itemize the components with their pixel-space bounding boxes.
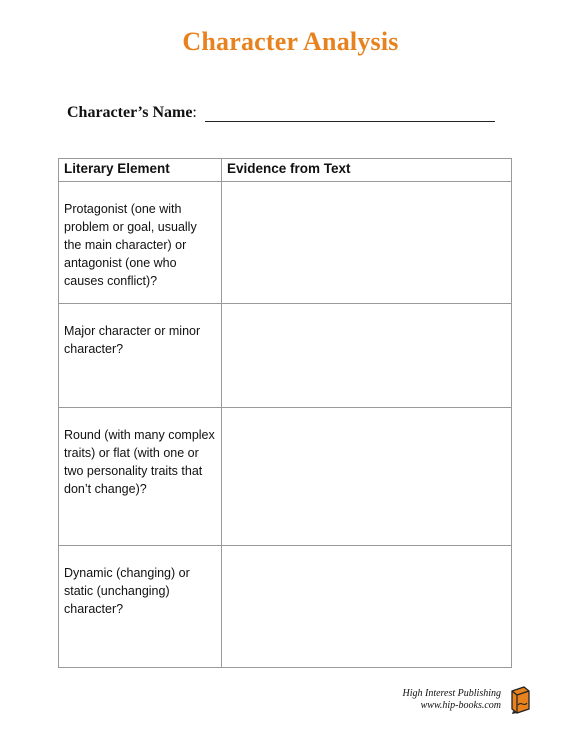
publisher-url: www.hip-books.com [420,700,501,711]
book-logo-icon [509,685,531,715]
header-evidence-from-text: Evidence from Text [222,159,512,182]
character-name-blank-line[interactable] [205,105,495,122]
character-name-colon: : [192,104,197,121]
evidence-cell[interactable] [222,182,512,304]
table-row [59,182,512,304]
table-header-row [59,159,512,182]
evidence-cell[interactable] [222,546,512,668]
evidence-cell[interactable] [222,408,512,546]
table-row [59,408,512,546]
publisher-name: High Interest Publishing [402,688,501,699]
character-name-label: Character’s Name [67,104,193,121]
element-cell: Major character or minor character? [59,304,222,408]
element-cell: Protagonist (one with problem or goal, usually the main character) or antagonist (one who causes conflict)? [59,182,222,304]
character-name-row [67,104,495,122]
element-cell: Round (with many complex traits) or flat (with one or two personality traits that don’t change)? [59,408,222,546]
footer [402,688,501,712]
header-literary-element: Literary Element [59,159,222,182]
evidence-cell[interactable] [222,304,512,408]
character-analysis-table [58,158,512,668]
element-cell: Dynamic (changing) or static (unchanging) character? [59,546,222,668]
page-title: Character Analysis [182,27,399,56]
table-row [59,304,512,408]
table-row [59,546,512,668]
